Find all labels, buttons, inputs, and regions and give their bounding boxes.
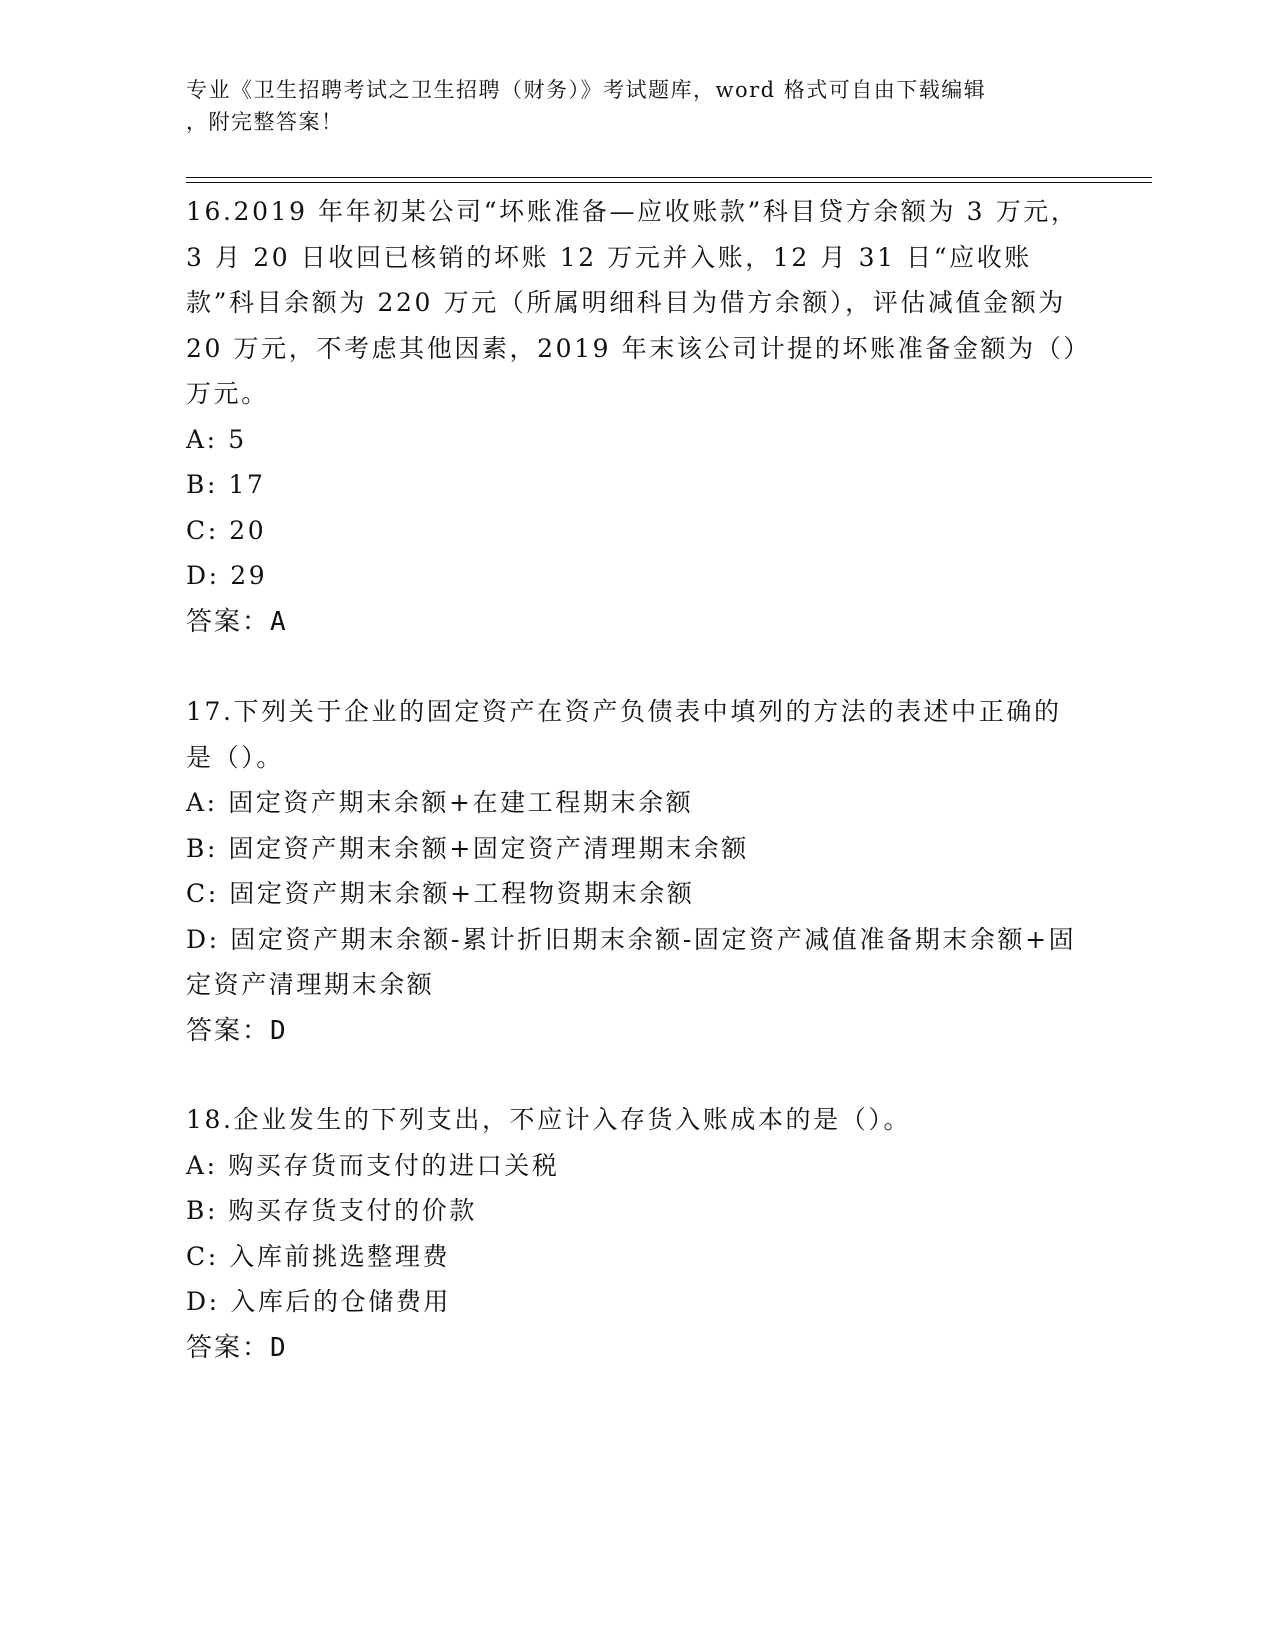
answer-label: 答案： — [186, 1015, 271, 1046]
question-17 — [186, 689, 1086, 1054]
header-line-1: 专业《卫生招聘考试之卫生招聘（财务）》考试题库，word 格式可自由下载编辑 — [186, 78, 987, 102]
option-b: B: 固定资产期末余额+固定资产清理期末余额 — [186, 833, 749, 863]
option-c: C: 20 — [186, 515, 267, 545]
option-a: A: 购买存货而支付的进口关税 — [186, 1150, 560, 1180]
option-b: B: 17 — [186, 470, 266, 499]
question-16 — [186, 189, 1086, 645]
answer-label: 答案： — [186, 606, 271, 637]
question-stem: 18.企业发生的下列支出，不应计入存货入账成本的是（）。 — [186, 1105, 912, 1134]
document-header — [186, 74, 1066, 138]
question-stem: 17.下列关于企业的固定资产在资产负债表中填列的方法的表述中正确的是（）。 — [186, 697, 1062, 772]
option-d: D: 入库后的仓储费用 — [186, 1287, 452, 1316]
header-divider-top — [186, 177, 1152, 178]
answer-line — [186, 599, 1086, 645]
answer-label: 答案： — [186, 1332, 271, 1363]
option-a: A: 5 — [186, 424, 247, 454]
answer-value: A — [270, 606, 288, 637]
option-a: A: 固定资产期末余额+在建工程期末余额 — [186, 788, 694, 817]
option-d: D: 29 — [186, 561, 268, 590]
question-18 — [186, 1097, 1086, 1371]
option-c: C: 入库前挑选整理费 — [186, 1241, 451, 1271]
answer-value: D — [270, 1332, 288, 1363]
answer-line — [186, 1325, 1086, 1371]
question-stem: 16.2019 年年初某公司“坏账准备—应收账款”科目贷方余额为 3 万元，3 月 20 日收回已核销的坏账 12 万元并入账，12 月 31 日“应收账款”科目余额为 220 万元（所属明细科目为借方余额），评估减值金额为 20 万元，不考虑其他因素，2019 年末该公司计提的坏账准备金额为（）万元。 — [186, 197, 1079, 408]
answer-value: D — [270, 1015, 288, 1046]
answer-line — [186, 1008, 1086, 1054]
option-c: C: 固定资产期末余额+工程物资期末余额 — [186, 879, 695, 908]
header-divider-bottom — [186, 182, 1152, 183]
header-line-2: ，附完整答案！ — [186, 110, 344, 134]
option-d: D: 固定资产期末余额-累计折旧期末余额-固定资产减值准备期末余额+固定资产清理期末余额 — [186, 924, 1077, 999]
option-b: B: 购买存货支付的价款 — [186, 1196, 477, 1225]
